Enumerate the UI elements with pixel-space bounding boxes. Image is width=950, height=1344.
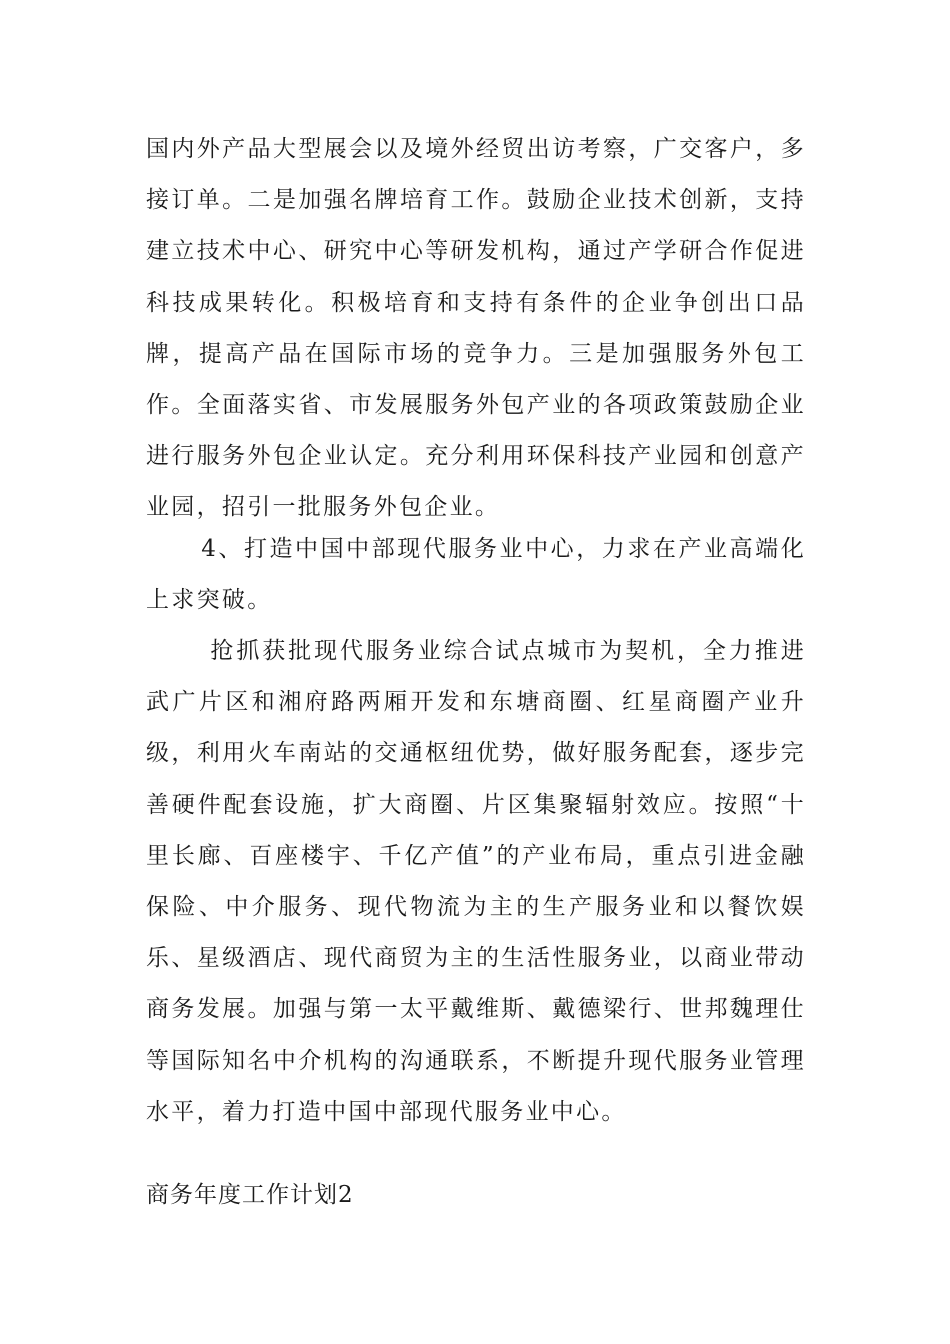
- paragraph-export-brand-outsourcing: 国内外产品大型展会以及境外经贸出访考察，广交客户，多接订单。二是加强名牌培育工作。鼓励企业技术创新，支持建立技术中心、研究中心等研发机构，通过产学研合作促进科技成果转化。积极培育和支持有条件的企业争创出口品牌，提高产品在国际市场的竞争力。三是加强服务外包工作。全面落实省、市发展服务外包产业的各项政策鼓励企业进行服务外包企业认定。充分利用环保科技产业园和创意产业园，招引一批服务外包企业。: [146, 136, 806, 521]
- paragraph-point-4-heading: 4、打造中国中部现代服务业中心，力求在产业高端化上求突破。: [146, 536, 806, 614]
- paragraph-modern-service-center: 抢抓获批现代服务业综合试点城市为契机，全力推进武广片区和湘府路两厢开发和东塘商圈、红星商圈产业升级，利用火车南站的交通枢纽优势，做好服务配套，逐步完善硬件配套设施，扩大商圈、片区集聚辐射效应。按照“十里长廊、百座楼宇、千亿产值”的产业布局，重点引进金融保险、中介服务、现代物流为主的生产服务业和以餐饮娱乐、星级酒店、现代商贸为主的生活性服务业，以商业带动商务发展。加强与第一太平戴维斯、戴德梁行、世邦魏理仕等国际知名中介机构的沟通联系，不断提升现代服务业管理水平，着力打造中国中部现代服务业中心。: [146, 638, 806, 1125]
- section-title: 商务年度工作计划2: [146, 1182, 354, 1208]
